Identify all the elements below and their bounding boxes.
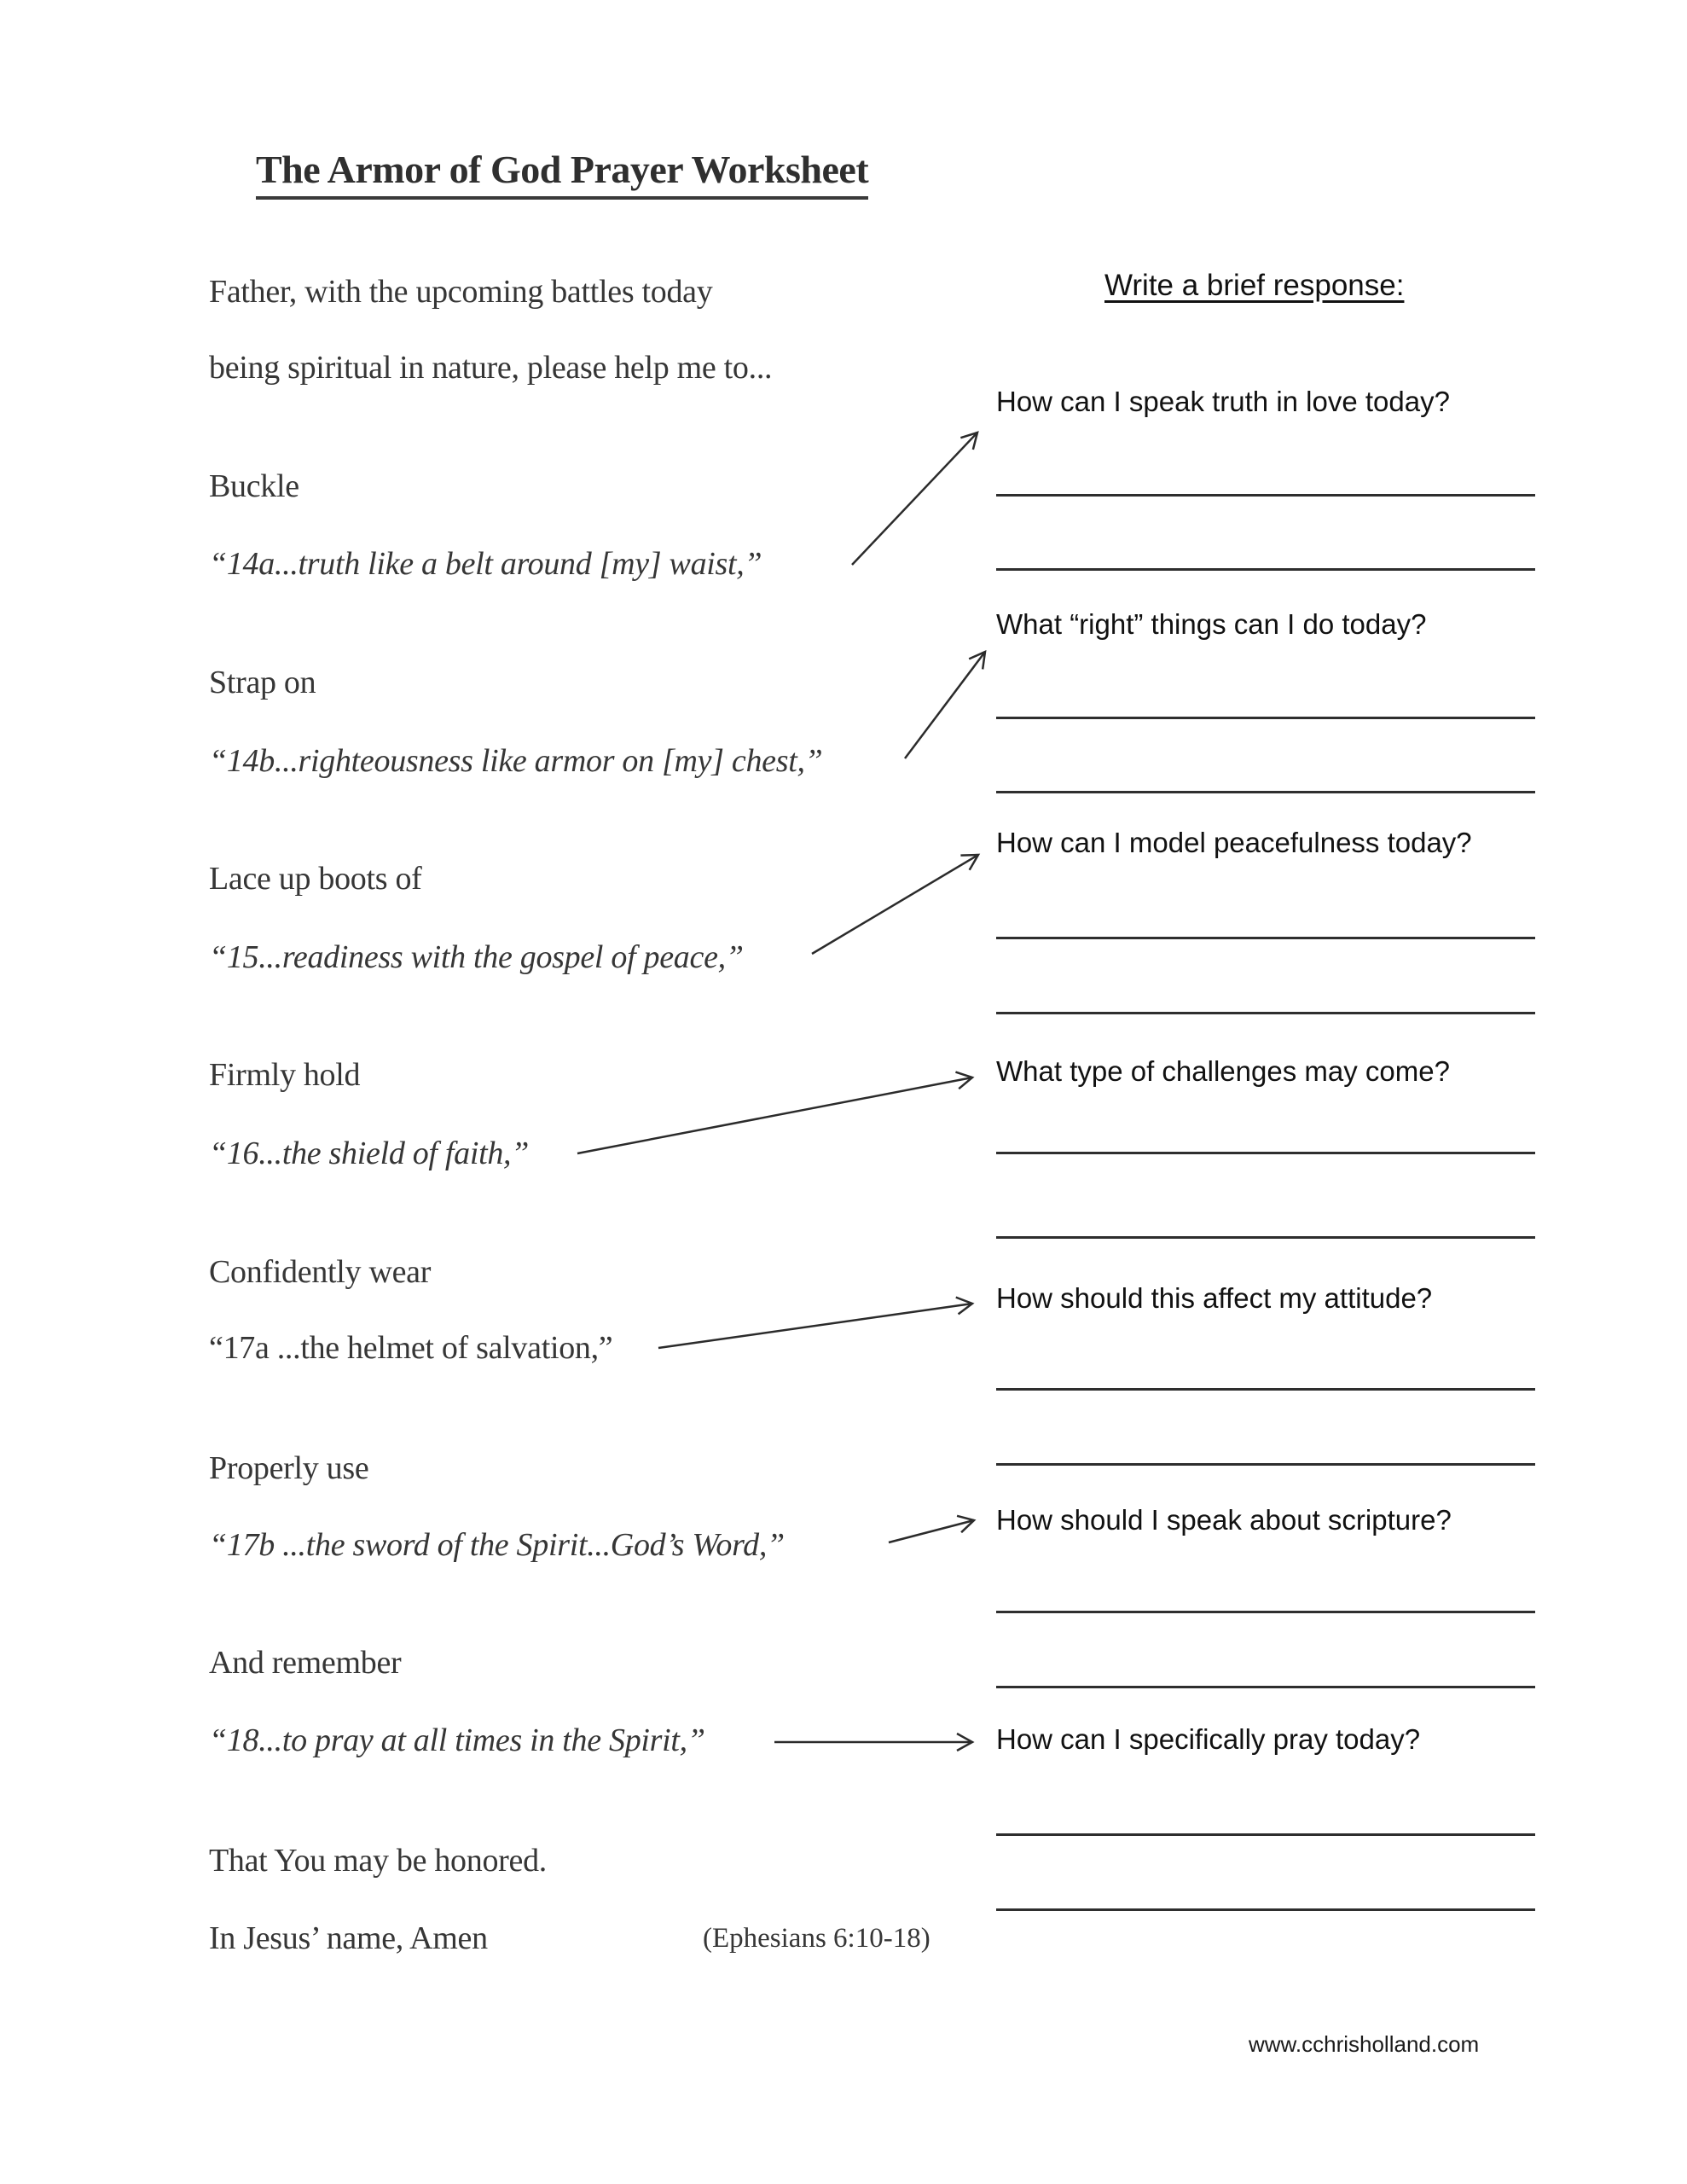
armor-action-sword: Properly use bbox=[209, 1450, 369, 1486]
answer-line bbox=[996, 1833, 1535, 1836]
armor-quote-belt: “14a...truth like a belt around [my] waist,” bbox=[209, 546, 762, 582]
answer-line bbox=[996, 1388, 1535, 1391]
answer-line bbox=[996, 568, 1535, 571]
armor-quote-pray: “18...to pray at all times in the Spirit,” bbox=[209, 1722, 705, 1758]
answer-line bbox=[996, 1236, 1535, 1239]
website-url: www.cchrisholland.com bbox=[1249, 2031, 1480, 2057]
intro-line-2: being spiritual in nature, please help me to... bbox=[209, 350, 773, 386]
armor-action-boots: Lace up boots of bbox=[209, 861, 422, 897]
armor-action-breastplate: Strap on bbox=[209, 665, 316, 700]
question-attitude: How should this affect my attitude? bbox=[996, 1282, 1433, 1314]
armor-action-pray: And remember bbox=[209, 1645, 402, 1681]
armor-action-belt: Buckle bbox=[209, 468, 299, 504]
arrow-to-question-scripture bbox=[889, 1520, 974, 1542]
arrow-to-question-truth bbox=[852, 433, 977, 565]
arrow-to-question-peacefulness bbox=[812, 855, 978, 954]
armor-quote-shield: “16...the shield of faith,” bbox=[209, 1136, 530, 1171]
armor-quote-sword: “17b ...the sword of the Spirit...God’s Word,” bbox=[209, 1527, 785, 1563]
armor-quote-helmet: “17a ...the helmet of salvation,” bbox=[209, 1330, 613, 1366]
scripture-reference: (Ephesians 6:10-18) bbox=[703, 1923, 930, 1954]
closing-line-1: That You may be honored. bbox=[209, 1843, 547, 1879]
closing-line-2: In Jesus’ name, Amen bbox=[209, 1920, 488, 1956]
armor-quote-boots: “15...readiness with the gospel of peace,” bbox=[209, 939, 744, 975]
question-peacefulness: How can I model peacefulness today? bbox=[996, 827, 1472, 858]
answer-line bbox=[996, 717, 1535, 719]
armor-quote-breastplate: “14b...righteousness like armor on [my] chest,” bbox=[209, 743, 823, 779]
question-scripture: How should I speak about scripture? bbox=[996, 1504, 1452, 1536]
answer-line bbox=[996, 937, 1535, 939]
arrow-to-question-challenges bbox=[577, 1077, 972, 1153]
arrow-to-question-attitude bbox=[658, 1304, 972, 1348]
answer-line bbox=[996, 1908, 1535, 1911]
intro-line-1: Father, with the upcoming battles today bbox=[209, 274, 713, 310]
question-pray: How can I specifically pray today? bbox=[996, 1723, 1421, 1755]
answer-line bbox=[996, 791, 1535, 793]
answer-line bbox=[996, 1152, 1535, 1154]
question-right-things: What “right” things can I do today? bbox=[996, 608, 1427, 640]
question-challenges: What type of challenges may come? bbox=[996, 1055, 1450, 1087]
response-column-header: Write a brief response: bbox=[1104, 269, 1405, 302]
armor-action-helmet: Confidently wear bbox=[209, 1254, 432, 1290]
arrow-to-question-right-things bbox=[905, 652, 985, 758]
answer-line bbox=[996, 1463, 1535, 1466]
answer-line bbox=[996, 1012, 1535, 1014]
page-title: The Armor of God Prayer Worksheet bbox=[256, 147, 868, 200]
answer-line bbox=[996, 1686, 1535, 1688]
armor-action-shield: Firmly hold bbox=[209, 1057, 361, 1093]
question-truth: How can I speak truth in love today? bbox=[996, 386, 1450, 417]
answer-line bbox=[996, 1611, 1535, 1613]
answer-line bbox=[996, 494, 1535, 497]
